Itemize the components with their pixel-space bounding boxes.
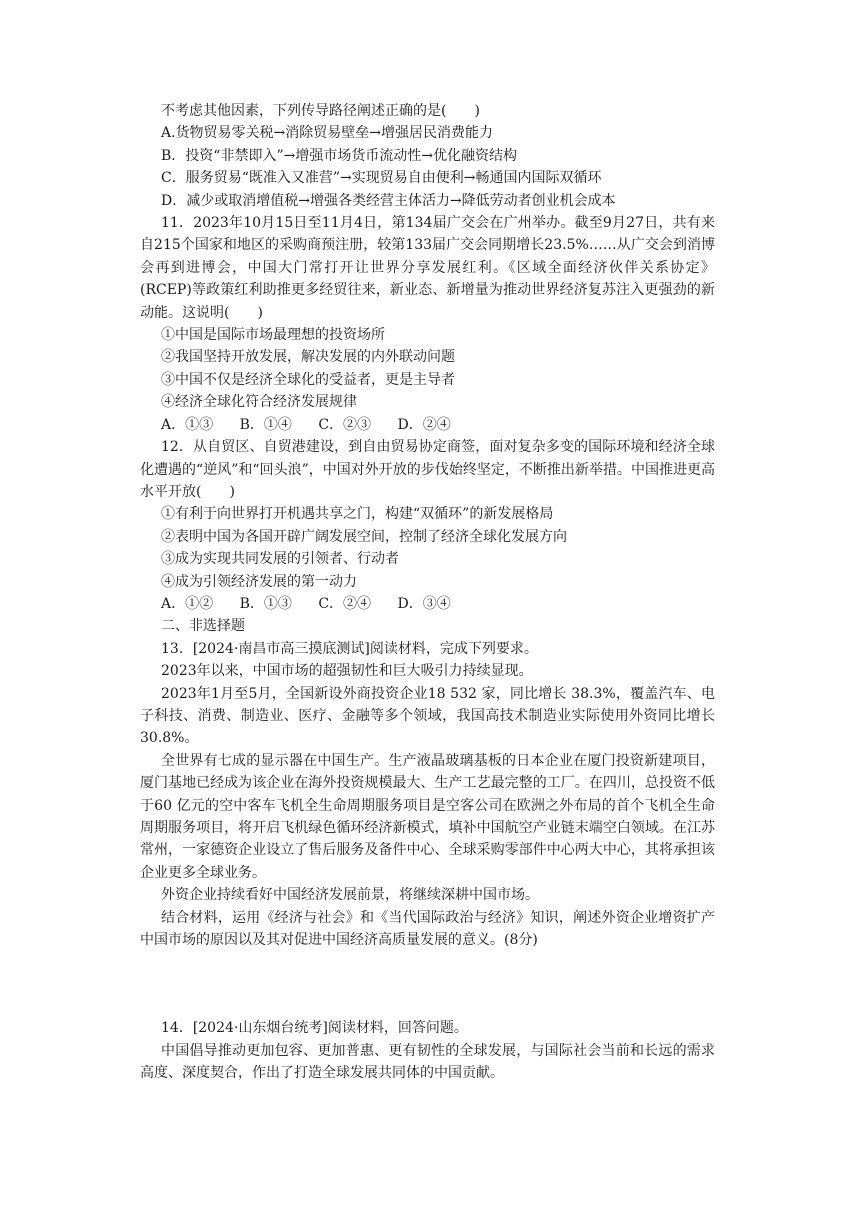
q12-choice-d: D．③④ xyxy=(397,595,451,612)
q12-choice-c: C．②④ xyxy=(318,595,372,612)
q11-item-4: ④经济全球化符合经济发展规律 xyxy=(161,394,357,411)
q11-choice-c: C．②③ xyxy=(318,416,372,433)
q13-paragraph-3: 全世界有七成的显示器在中国生产。生产液晶玻璃基板的日本企业在厦门投资新建项目，厦门基地已经成为该企业在海外投资规模最大、生产工艺最完整的工厂。在四川，总投资不低于60 亿元的空中客车飞机全生命周期服务项目是空客公司在欧洲之外布局的首个飞机全生命周期服务项目，将开启飞机绿色循环经济新模式，填补中国航空产业链末端空白领域。在江苏常州，一家德资企业设立了售后服务及备件中心、全球采购零部件中心两大中心，其将承担该企业更多全球业务。 xyxy=(140,752,715,881)
q10-option-d: D．减少或取消增值税→增强各类经营主体活力→降低劳动者创业机会成本 xyxy=(161,192,616,209)
q10-option-c: C．服务贸易“既准入又准营”→实现贸易自由便利→畅通国内国际双循环 xyxy=(161,170,602,187)
q11-item-2: ②我国坚持开放发展，解决发展的内外联动问题 xyxy=(161,349,455,366)
q12-item-1: ①有利于向世界打开机遇共享之门，构建“双循环”的新发展格局 xyxy=(161,506,554,523)
q11-stem: 11．2023年10月15日至11月4日，第134届广交会在广州举办。截至9月27日，共有来自215个国家和地区的采购商预注册，较第133届广交会同期增长23.5%……从广交会到消博会再到进博会，中国大门常打开让世界分享发展红利。《区域全面经济伙伴关系协定》(RCEP)等政策红利助推更多经贸往来，新业态、新增量为推动世界经济复苏注入更强劲的新动能。这说明( ) xyxy=(140,215,715,321)
q14-paragraph-1: 中国倡导推动更加包容、更加普惠、更有韧性的全球发展，与国际社会当前和长远的需求高度、深度契合，作出了打造全球发展共同体的中国贡献。 xyxy=(140,1042,715,1082)
q13-paragraph-2: 2023年1月至5月，全国新设外商投资企业18 532 家，同比增长 38.3%，覆盖汽车、电子科技、消费、制造业、医疗、金融等多个领域，我国高技术制造业实际使用外资同比增长 30.8%。 xyxy=(140,685,715,747)
q11-choices xyxy=(140,414,715,436)
q12-item-3: ③成为实现共同发展的引领者、行动者 xyxy=(161,551,399,568)
q12-item-4: ④成为引领经济发展的第一动力 xyxy=(161,573,357,590)
q10-option-b: B．投资“非禁即入”→增强市场货币流动性→优化融资结构 xyxy=(161,147,518,164)
q14-heading: 14．[2024·山东烟台统考]阅读材料，回答问题。 xyxy=(161,1020,468,1037)
page-content xyxy=(140,100,715,1085)
answer-space xyxy=(140,951,715,1017)
q12-stem: 12．从自贸区、自贸港建设，到自由贸易协定商签，面对复杂多变的国际环境和经济全球化遭遇的“逆风”和“回头浪”，中国对外开放的步伐始终坚定，不断推出新举措。中国推进更高水平开放( ) xyxy=(140,439,715,500)
q12-choice-a: A．①② xyxy=(161,595,214,612)
q13-paragraph-1: 2023年以来，中国市场的超强韧性和巨大吸引力持续显现。 xyxy=(161,663,533,680)
q12-item-2: ②表明中国为各国开辟广阔发展空间，控制了经济全球化发展方向 xyxy=(161,528,567,545)
q13-requirement: 结合材料，运用《经济与社会》和《当代国际政治与经济》知识，阐述外资企业增资扩产中国市场的原因以及其对促进中国经济高质量发展的意义。(8分) xyxy=(140,909,715,949)
q11-choice-d: D．②④ xyxy=(397,416,451,433)
q11-choice-b: B．①④ xyxy=(239,416,292,433)
q12-choice-b: B．①③ xyxy=(239,595,292,612)
q11-choice-a: A．①③ xyxy=(161,416,214,433)
q10-stem: 不考虑其他因素，下列传导路径阐述正确的是( ) xyxy=(161,103,480,119)
q11-item-1: ①中国是国际市场最理想的投资场所 xyxy=(161,327,385,344)
q11-item-3: ③中国不仅是经济全球化的受益者，更是主导者 xyxy=(161,371,455,388)
q13-paragraph-4: 外资企业持续看好中国经济发展前景，将继续深耕中国市场。 xyxy=(161,887,539,904)
q12-choices xyxy=(140,593,715,615)
section-heading: 二、非选择题 xyxy=(161,618,245,635)
q13-heading: 13．[2024·南昌市高三摸底测试]阅读材料，完成下列要求。 xyxy=(161,640,538,657)
q10-option-a: A.货物贸易零关税→消除贸易壁垒→增强居民消费能力 xyxy=(161,125,494,142)
